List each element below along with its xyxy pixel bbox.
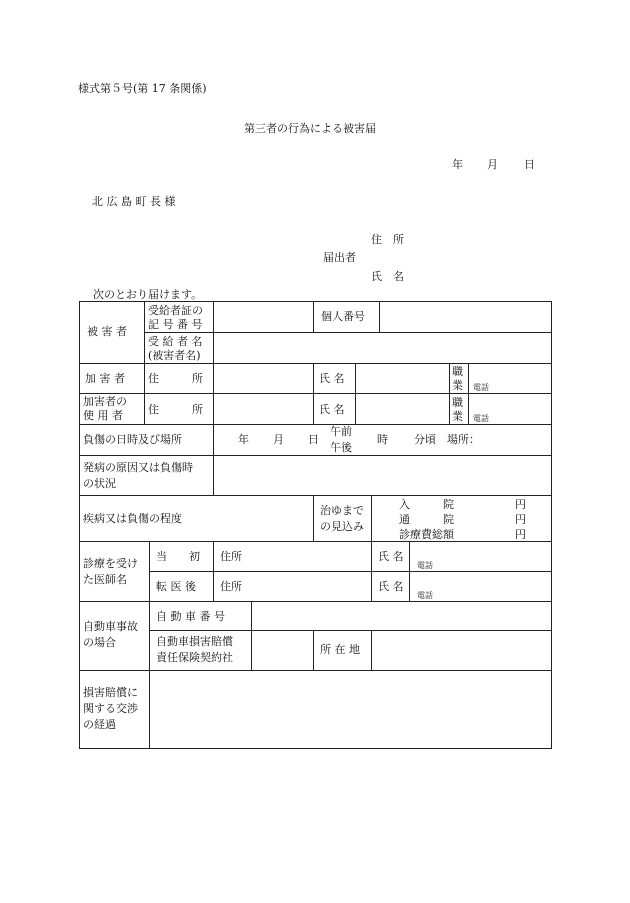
- recipient-name-label-1: 受 給 者 名: [148, 335, 203, 348]
- negotiation-field[interactable]: [150, 671, 550, 747]
- applicant-address-label: 住 所: [371, 233, 404, 246]
- page-title: 第三者の行為による被害届: [244, 122, 376, 135]
- recipient-name-label-2: (被害者名): [148, 349, 201, 362]
- transfer-address-label: 住所: [220, 580, 242, 593]
- card-number-label-1: 受給者証の: [148, 304, 203, 317]
- assailant-name-label: 氏 名: [319, 372, 345, 385]
- minute-label: 分頃: [414, 433, 436, 446]
- outpatient-label: 通 院: [399, 513, 454, 526]
- initial-address-field[interactable]: [251, 542, 370, 570]
- total-fee-label: 診療費総額: [399, 528, 454, 541]
- transfer-phone-label: 電話: [417, 591, 433, 600]
- assailant-label: 加 害 者: [85, 372, 125, 385]
- severity-label: 疾病又は負傷の程度: [83, 512, 182, 525]
- employer-job-label-2: 業: [452, 410, 463, 423]
- card-number-field[interactable]: [214, 302, 312, 331]
- inpatient-yen: 円: [515, 498, 526, 511]
- date-day: 日: [524, 158, 535, 171]
- injury-year-label: 年: [238, 433, 249, 446]
- injury-day-label: 日: [308, 433, 319, 446]
- cause-label-1: 発病の原因又は負傷時: [83, 461, 193, 474]
- negotiation-label-2: 関する交渉: [83, 702, 138, 715]
- inpatient-label: 入 院: [399, 498, 454, 511]
- hour-label: 時: [377, 433, 388, 446]
- victim-label: 被 害 者: [87, 325, 127, 338]
- healing-label-1: 治ゆまで: [320, 504, 364, 517]
- transfer-name-label: 氏 名: [378, 580, 404, 593]
- initial-address-label: 住所: [220, 550, 242, 563]
- personal-number-label: 個人番号: [321, 310, 365, 323]
- doctor-label-2: た医師名: [83, 573, 127, 586]
- applicant-name-label: 氏 名: [371, 270, 404, 283]
- place-label: 場所：: [447, 433, 480, 446]
- car-number-field[interactable]: [252, 602, 550, 629]
- transfer-doctor-label: 転 医 後: [156, 580, 196, 593]
- transfer-address-field[interactable]: [251, 572, 370, 600]
- employer-label-1: 加害者の: [83, 395, 127, 408]
- employer-phone-label: 電話: [473, 414, 489, 423]
- injury-time-label: 負傷の日時及び場所: [83, 433, 182, 446]
- date-month: 月: [487, 158, 498, 171]
- employer-address-field[interactable]: [214, 394, 312, 423]
- employer-label-2: 使 用 者: [83, 409, 123, 422]
- employer-job-label-1: 職: [452, 396, 463, 409]
- accident-label-1: 自動車事故: [83, 620, 138, 633]
- total-fee-yen: 円: [515, 528, 526, 541]
- initial-name-label: 氏 名: [378, 550, 404, 563]
- cause-field[interactable]: [214, 456, 550, 494]
- assailant-address-label: 住 所: [148, 372, 203, 385]
- assailant-job-label-1: 職: [452, 365, 463, 378]
- applicant-label: 届出者: [323, 251, 356, 264]
- intro-text: 次のとおり届けます。: [93, 288, 203, 301]
- injury-month-label: 月: [273, 433, 284, 446]
- form-number: 様式第５号(第 17 条関係): [78, 82, 207, 95]
- am-label: 午前: [330, 425, 352, 438]
- doctor-label-1: 診療を受け: [83, 557, 138, 570]
- pm-label: 午後: [330, 441, 352, 454]
- negotiation-label-3: の経過: [83, 718, 116, 731]
- assailant-address-field[interactable]: [214, 364, 312, 392]
- severity-field[interactable]: [214, 496, 312, 540]
- insurer-field[interactable]: [252, 631, 312, 669]
- insurer-location-field[interactable]: [372, 631, 550, 669]
- employer-name-field[interactable]: [356, 394, 448, 423]
- assailant-name-field[interactable]: [356, 364, 448, 392]
- damage-report-form: [79, 301, 552, 749]
- accident-label-2: の場合: [83, 636, 116, 649]
- initial-phone-label: 電話: [417, 561, 433, 570]
- insurer-label-1: 自動車損害賠償: [156, 635, 233, 648]
- healing-label-2: の見込み: [320, 520, 364, 533]
- outpatient-yen: 円: [515, 513, 526, 526]
- car-number-label: 自 動 車 番 号: [156, 610, 225, 623]
- card-number-label-2: 記 号 番 号: [148, 318, 203, 331]
- addressee: 北 広 島 町 長 様: [92, 195, 176, 208]
- cause-label-2: の状況: [83, 477, 116, 490]
- insurer-location-label: 所 在 地: [320, 643, 360, 656]
- assailant-phone-label: 電話: [473, 383, 489, 392]
- initial-doctor-label: 当 初: [156, 550, 200, 563]
- employer-address-label: 住 所: [148, 403, 203, 416]
- insurer-label-2: 責任保険契約社: [156, 651, 233, 664]
- negotiation-label-1: 損害賠償に: [83, 686, 138, 699]
- personal-number-field[interactable]: [380, 302, 550, 331]
- date-year: 年: [452, 158, 463, 171]
- assailant-job-label-2: 業: [452, 379, 463, 392]
- recipient-name-field[interactable]: [214, 333, 550, 362]
- employer-name-label: 氏 名: [319, 403, 345, 416]
